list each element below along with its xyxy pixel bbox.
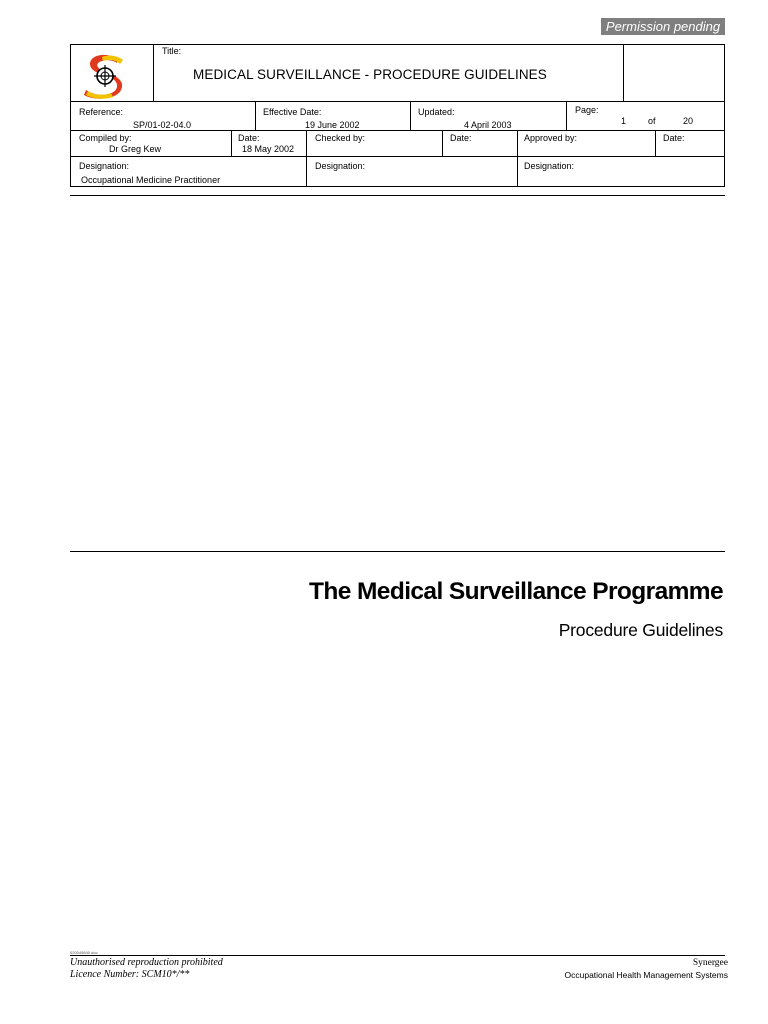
title-divider (70, 551, 725, 552)
approved-date-label: Date: (663, 133, 685, 143)
designation-value-1: Occupational Medicine Practitioner (81, 175, 221, 185)
document-header-title: MEDICAL SURVEILLANCE - PROCEDURE GUIDELINES (193, 67, 547, 82)
designation-label-3: Designation: (524, 161, 575, 171)
designation-cell-3 (517, 156, 725, 187)
designation-label-1: Designation: (79, 161, 130, 171)
footer-brand: Synergee (692, 958, 728, 968)
page-label: Page: (575, 105, 599, 115)
company-logo-icon (80, 51, 130, 101)
checked-by-label: Checked by: (315, 133, 366, 143)
footer-brand-tagline: Occupational Health Management Systems (564, 970, 728, 980)
footer-right (565, 957, 728, 981)
designation-label-2: Designation: (315, 161, 366, 171)
checked-by-cell (306, 130, 443, 157)
reference-value: SP/01-02-04.0 (133, 120, 192, 130)
document-title: The Medical Surveillance Programme (309, 578, 723, 605)
approved-date-cell (655, 130, 725, 157)
file-reference: 020049840.doc (70, 950, 98, 955)
page-cell (566, 101, 725, 131)
checked-date-label: Date: (450, 133, 472, 143)
document-subtitle: Procedure Guidelines (558, 620, 723, 640)
title-label: Title: (162, 46, 182, 56)
updated-value: 4 April 2003 (464, 120, 512, 130)
page-total: 20 (683, 116, 694, 126)
checked-date-cell (442, 130, 518, 157)
reference-cell (70, 101, 256, 131)
approved-by-cell (517, 130, 656, 157)
compiled-by-cell (70, 130, 232, 157)
permission-pending-label: Permission pending (601, 18, 725, 35)
page-current: 1 (621, 116, 627, 126)
footer-left (70, 957, 223, 981)
document-header-table (70, 44, 725, 187)
effective-date-label: Effective Date: (263, 107, 322, 117)
effective-date-cell (255, 101, 411, 131)
footer-licence-number: Licence Number: SCM10*/** (70, 969, 190, 980)
compiled-date-value: 18 May 2002 (242, 144, 295, 154)
title-cell (153, 44, 624, 102)
approved-by-label: Approved by: (524, 133, 578, 143)
logo-cell (70, 44, 154, 102)
compiled-date-cell (231, 130, 307, 157)
header-divider (70, 195, 725, 196)
designation-cell-2 (306, 156, 518, 187)
reference-label: Reference: (79, 107, 124, 117)
compiled-by-label: Compiled by: (79, 133, 132, 143)
page-of: of (648, 116, 656, 126)
designation-cell-1 (70, 156, 307, 187)
footer-divider (70, 955, 725, 956)
updated-cell (410, 101, 567, 131)
compiled-date-label: Date: (238, 133, 260, 143)
footer-reproduction-notice: Unauthorised reproduction prohibited (70, 957, 223, 968)
updated-label: Updated: (418, 107, 455, 117)
effective-date-value: 19 June 2002 (305, 120, 360, 130)
compiled-by-value: Dr Greg Kew (109, 144, 162, 154)
blank-cell (623, 44, 725, 102)
